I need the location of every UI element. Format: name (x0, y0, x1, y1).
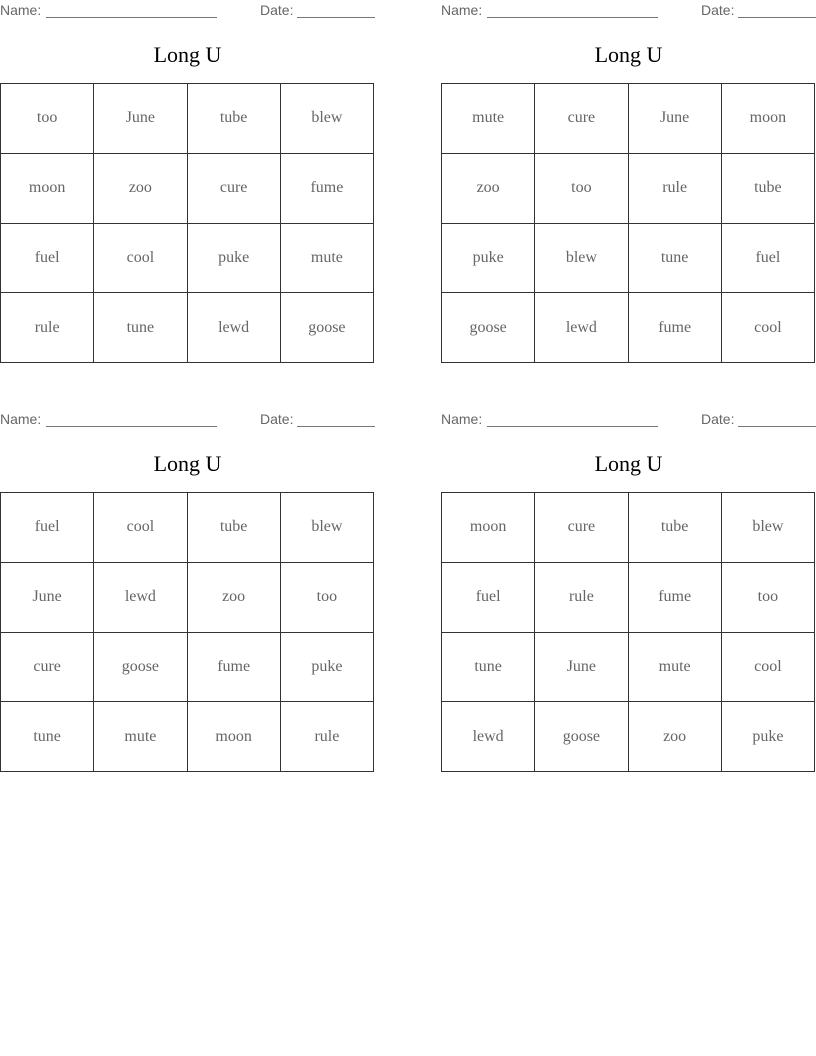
grid-cell: fume (281, 154, 374, 224)
grid-cell: fuel (1, 224, 94, 294)
grid-cell: too (722, 563, 815, 633)
name-date-header (441, 411, 816, 429)
date-label: Date: (701, 2, 735, 18)
grid-cell: fume (629, 293, 722, 363)
grid-cell: puke (281, 633, 374, 703)
grid-cell: cool (722, 293, 815, 363)
grid-cell: cure (188, 154, 281, 224)
grid-cell: zoo (442, 154, 535, 224)
name-date-header (0, 411, 375, 429)
grid-cell: moon (188, 702, 281, 772)
name-label: Name: (441, 2, 483, 18)
grid-cell: cure (535, 84, 628, 154)
name-date-header (441, 2, 816, 20)
grid-cell: cool (94, 493, 187, 563)
grid-cell: goose (94, 633, 187, 703)
grid-cell: fuel (442, 563, 535, 633)
bingo-card (0, 0, 375, 373)
bingo-card (0, 409, 375, 782)
grid-cell: cure (535, 493, 628, 563)
name-label: Name: (441, 411, 483, 427)
word-grid (0, 492, 374, 772)
name-date-header (0, 2, 375, 20)
grid-cell: zoo (188, 563, 281, 633)
grid-cell: June (1, 563, 94, 633)
grid-cell: tube (722, 154, 815, 224)
grid-cell: puke (188, 224, 281, 294)
grid-cell: lewd (535, 293, 628, 363)
card-title: Long U (594, 451, 663, 476)
grid-cell: lewd (442, 702, 535, 772)
date-label: Date: (701, 411, 735, 427)
grid-cell: fume (629, 563, 722, 633)
grid-cell: too (1, 84, 94, 154)
grid-cell: tube (188, 493, 281, 563)
grid-cell: mute (442, 84, 535, 154)
grid-cell: goose (535, 702, 628, 772)
name-blank-line (487, 17, 658, 18)
grid-cell: moon (442, 493, 535, 563)
grid-cell: rule (629, 154, 722, 224)
grid-cell: blew (281, 84, 374, 154)
bingo-card (441, 0, 816, 373)
grid-cell: blew (281, 493, 374, 563)
grid-cell: fuel (722, 224, 815, 294)
word-grid (0, 83, 374, 363)
grid-cell: too (281, 563, 374, 633)
word-grid (441, 492, 815, 772)
grid-cell: tune (94, 293, 187, 363)
card-title: Long U (153, 451, 222, 476)
grid-cell: cure (1, 633, 94, 703)
name-label: Name: (0, 2, 42, 18)
grid-cell: moon (1, 154, 94, 224)
date-label: Date: (260, 411, 294, 427)
grid-cell: lewd (94, 563, 187, 633)
grid-cell: tube (188, 84, 281, 154)
grid-cell: mute (94, 702, 187, 772)
card-title: Long U (594, 42, 663, 67)
grid-cell: moon (722, 84, 815, 154)
date-blank-line (738, 426, 816, 427)
grid-cell: lewd (188, 293, 281, 363)
grid-cell: fuel (1, 493, 94, 563)
name-blank-line (487, 426, 658, 427)
grid-cell: puke (442, 224, 535, 294)
grid-cell: goose (442, 293, 535, 363)
grid-cell: tune (629, 224, 722, 294)
grid-cell: cool (94, 224, 187, 294)
grid-cell: blew (535, 224, 628, 294)
grid-cell: rule (1, 293, 94, 363)
date-label: Date: (260, 2, 294, 18)
grid-cell: too (535, 154, 628, 224)
bingo-card (441, 409, 816, 782)
name-blank-line (46, 426, 217, 427)
grid-cell: June (94, 84, 187, 154)
date-blank-line (738, 17, 816, 18)
grid-cell: cool (722, 633, 815, 703)
grid-cell: tune (1, 702, 94, 772)
grid-cell: rule (281, 702, 374, 772)
grid-cell: goose (281, 293, 374, 363)
name-blank-line (46, 17, 217, 18)
grid-cell: June (629, 84, 722, 154)
grid-cell: tune (442, 633, 535, 703)
grid-cell: tube (629, 493, 722, 563)
grid-cell: blew (722, 493, 815, 563)
grid-cell: rule (535, 563, 628, 633)
grid-cell: puke (722, 702, 815, 772)
grid-cell: mute (281, 224, 374, 294)
date-blank-line (297, 426, 375, 427)
grid-cell: fume (188, 633, 281, 703)
grid-cell: mute (629, 633, 722, 703)
grid-cell: zoo (94, 154, 187, 224)
grid-cell: June (535, 633, 628, 703)
grid-cell: zoo (629, 702, 722, 772)
date-blank-line (297, 17, 375, 18)
card-title: Long U (153, 42, 222, 67)
name-label: Name: (0, 411, 42, 427)
word-grid (441, 83, 815, 363)
